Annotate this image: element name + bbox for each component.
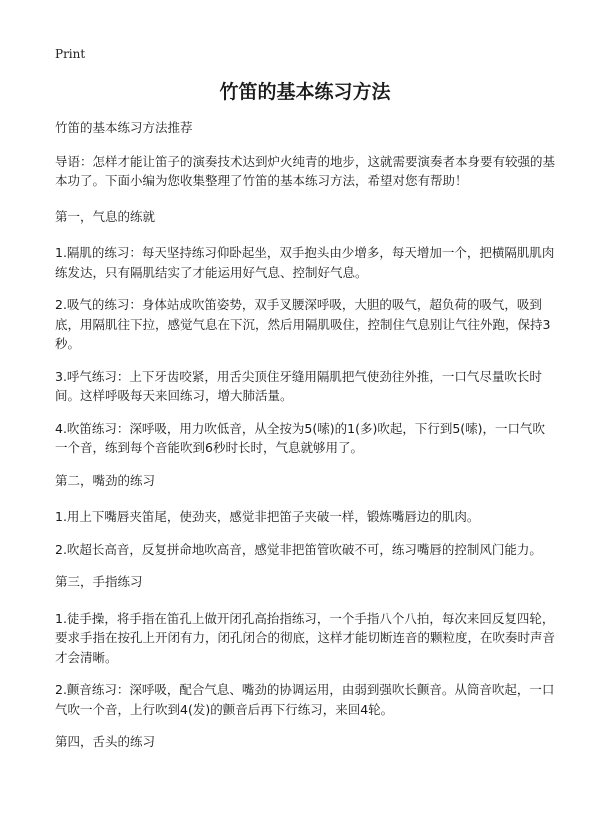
article-intro: 导语：怎样才能让笛子的演奏技术达到炉火纯青的地步，这就需要演奏者本身要有较强的基本功了。下面小编为您收集整理了竹笛的基本练习方法，希望对您有帮助！ [55,153,556,188]
section-heading-embouchure: 第二，嘴劲的练习 [55,472,156,488]
article-subtitle: 竹笛的基本练习方法推荐 [55,120,193,135]
print-link[interactable]: Print [55,47,86,61]
paragraph: 1.徒手操，将手指在笛孔上做开闭孔高抬指练习，一个手指八个八拍，每次来回反复四轮，要求手指在按孔上开闭有力，闭孔闭合的彻底，这样才能切断连音的颗粒度，在吹奏时声音才会清晰。 [55,610,556,665]
paragraph: 2.颤音练习：深呼吸，配合气息、嘴劲的协调运用，由弱到强吹长颤音。从筒音吹起，一口气吹一个音，上行吹到4(发)的颤音后再下行练习，来回4轮。 [55,682,555,717]
paragraph: 2.吹超长高音，反复拼命地吹高音，感觉非把笛管吹破不可，练习嘴唇的控制风门能力。 [55,541,542,557]
article-title: 竹笛的基本练习方法 [219,81,391,103]
section-heading-tongue: 第四，舌头的练习 [55,734,156,749]
paragraph: 1.隔肌的练习：每天坚持练习仰卧起坐，双手抱头由少增多，每天增加一个，把横隔肌肌肉练发达，只有隔肌结实了才能运用好气息、控制好气息。 [55,245,555,280]
article-body [55,118,555,769]
section-heading-fingers: 第三，手指练习 [55,574,143,589]
paragraph: 3.呼气练习：上下牙齿咬紧，用舌尖顶住牙缝用隔肌把气使劲往外推，一口气尽量吹长时间。这样呼吸每天来回练习，增大肺活量。 [55,368,542,403]
paragraph: 1.用上下嘴唇夹笛尾，使劲夹，感觉非把笛子夹破一样，锻炼嘴唇边的肌肉。 [55,509,480,524]
section-heading-breath: 第一，气息的练就 [55,208,156,224]
paragraph: 2.吸气的练习：身体站成吹笛姿势，双手叉腰深呼吸，大胆的吸气，超负荷的吸气，吸到底，用隔肌往下拉，感觉气息在下沉，然后用隔肌吸住，控制住气息别让气往外跑，保持3秒。 [55,297,551,351]
paragraph: 4.吹笛练习：深呼吸，用力吹低音，从全按为5(嗦)的1(多)吹起，下行到5(嗦)，一口气吹一个音，练到每个音能吹到6秒时长时，气息就够用了。 [55,420,546,455]
